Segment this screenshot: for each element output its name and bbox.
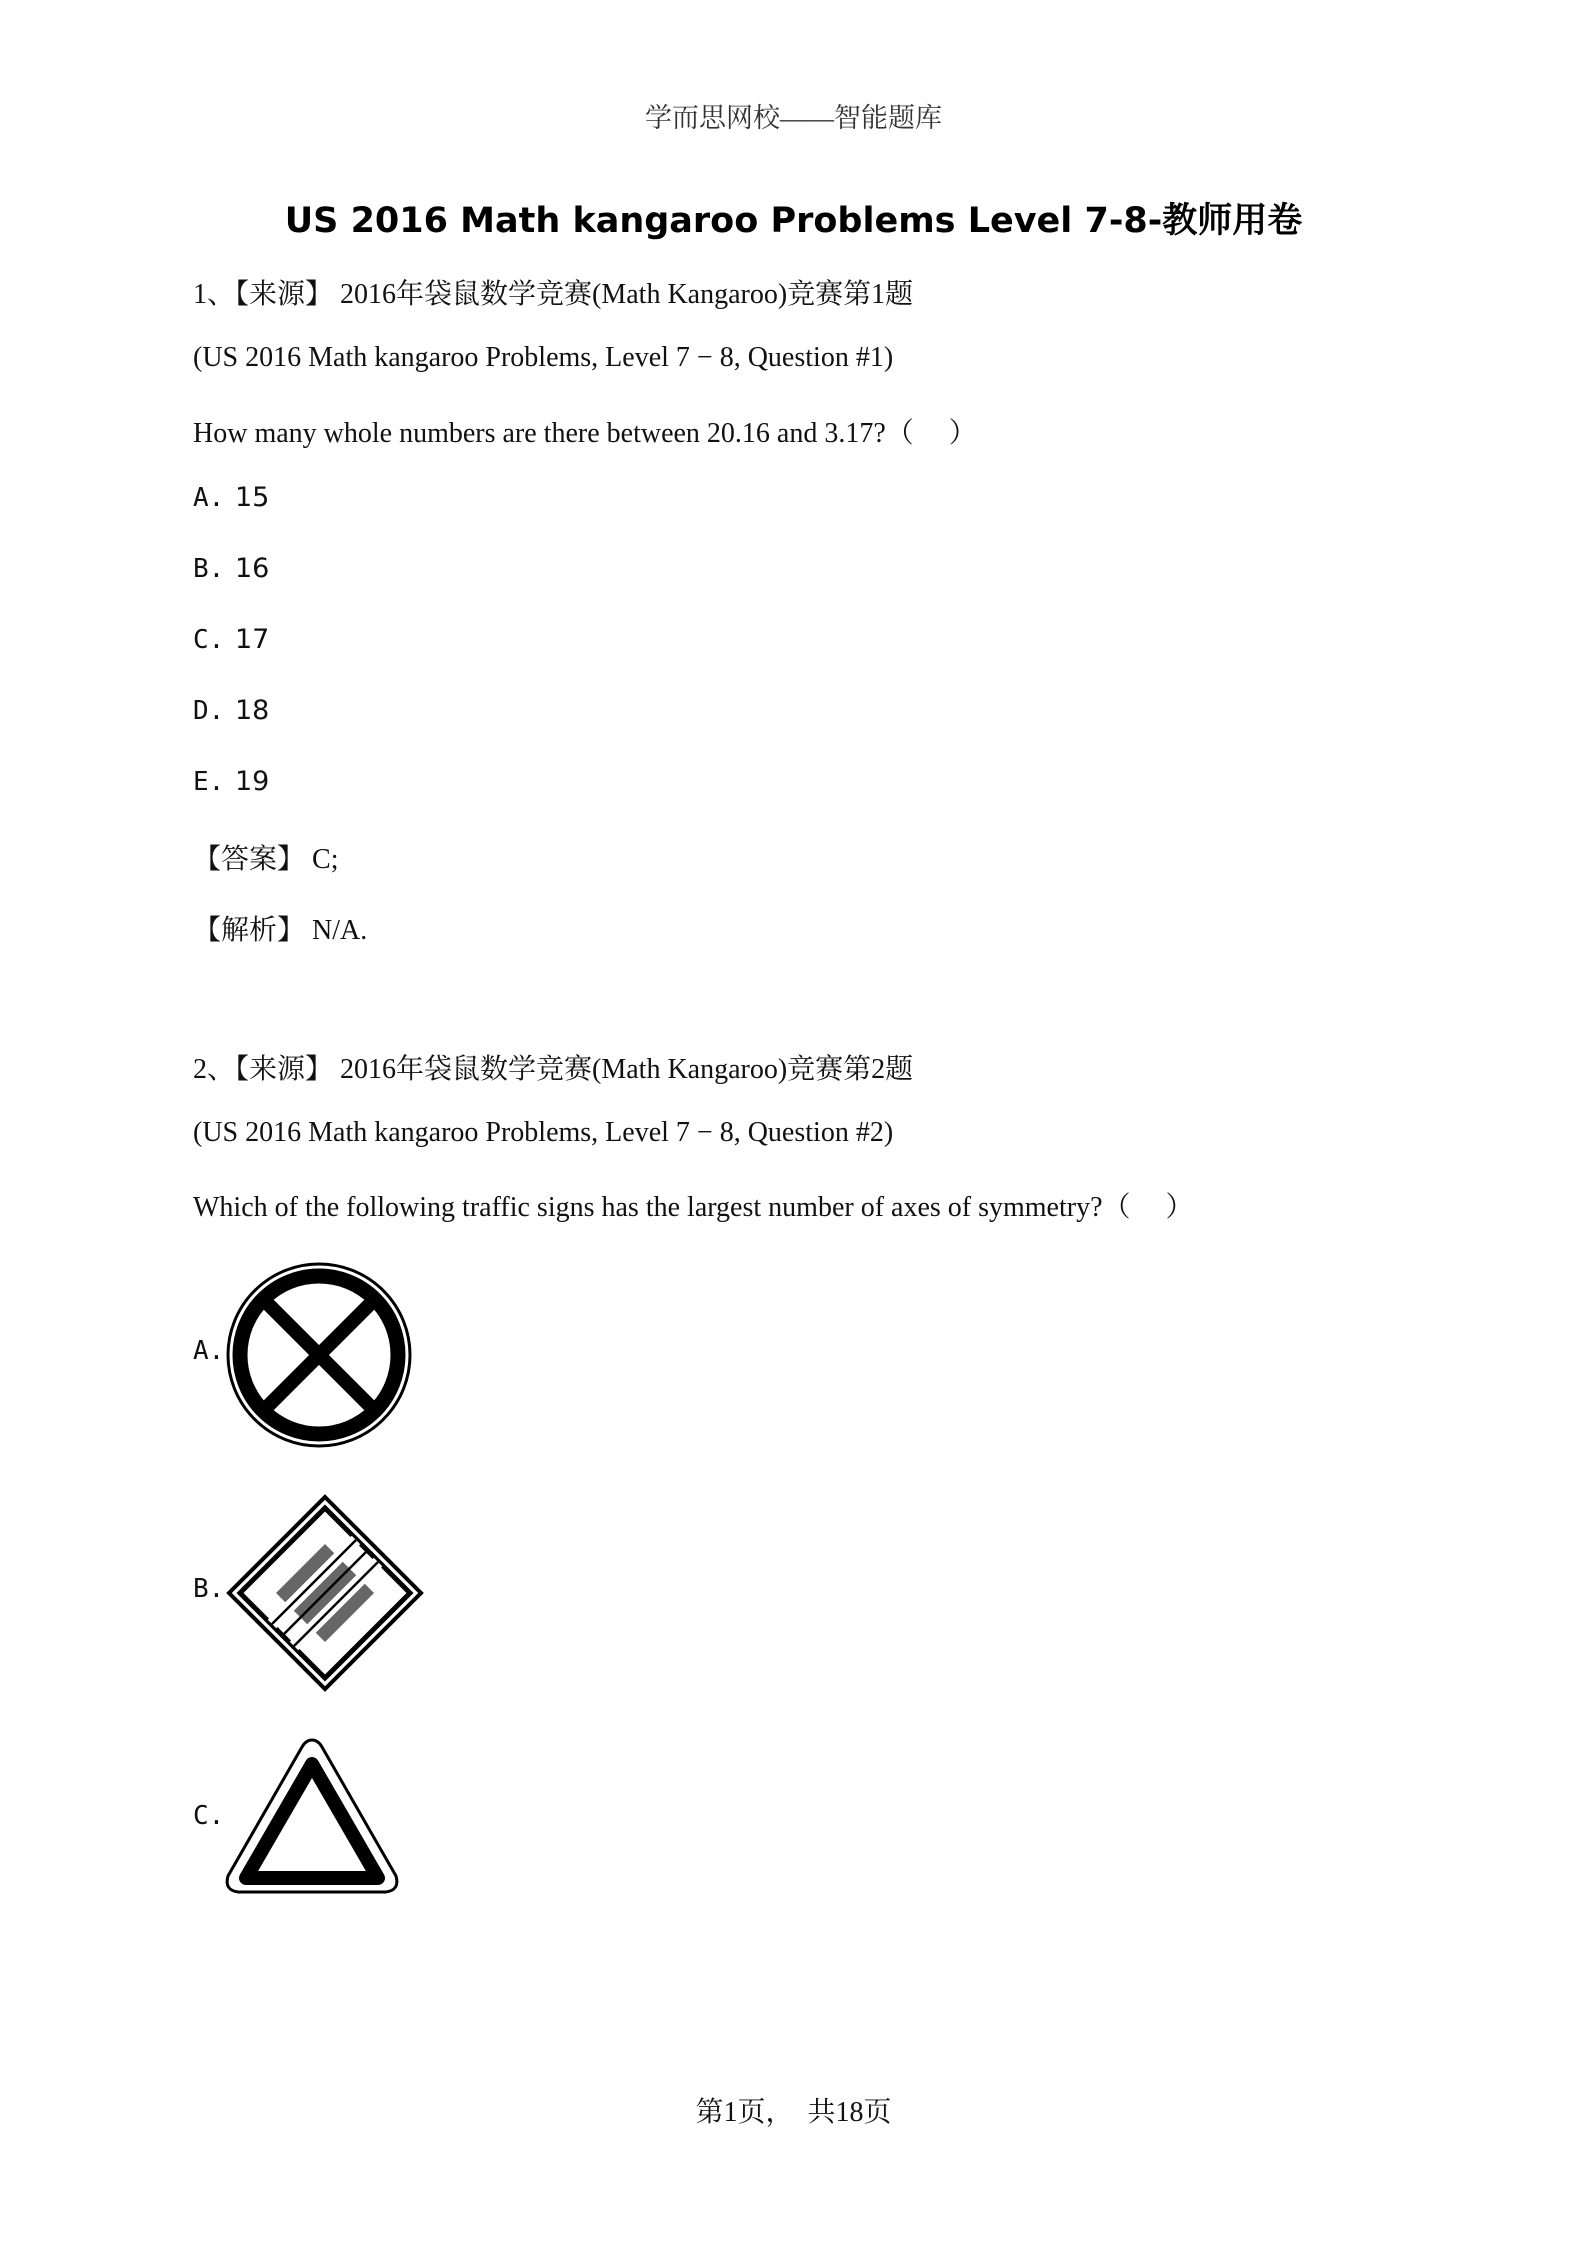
diamond-end-priority-sign-icon — [226, 1494, 424, 1692]
source-text: 2016年袋鼠数学竞赛(Math Kangaroo)竞赛第1题 — [340, 279, 914, 310]
question-1-analysis — [193, 908, 367, 948]
source-label: 【来源】 — [235, 1054, 334, 1085]
option-letter: C. — [193, 1801, 225, 1831]
page-footer: 第1页， 共18页 — [695, 2097, 892, 2128]
page-header: 学而思网校——智能题库 — [645, 103, 942, 133]
answer-value: C; — [312, 844, 339, 875]
question-1-reference: (US 2016 Math kangaroo Problems, Level 7 − 8, Question #1) — [193, 342, 894, 373]
question-1-option-d — [193, 695, 269, 727]
option-letter: E. — [193, 767, 225, 797]
answer-label: 【答案】 — [193, 844, 306, 875]
option-value: 17 — [235, 624, 270, 655]
source-label: 【来源】 — [235, 279, 334, 310]
option-value: 18 — [235, 695, 270, 726]
question-1-option-b — [193, 553, 269, 585]
option-letter: A. — [193, 1336, 225, 1366]
option-value: 16 — [235, 553, 270, 584]
source-text: 2016年袋鼠数学竞赛(Math Kangaroo)竞赛第2题 — [340, 1054, 914, 1085]
question-2-stem: Which of the following traffic signs has the largest number of axes of symmetry?（ ） — [193, 1192, 1194, 1223]
question-1-option-c — [193, 624, 269, 656]
question-number: 2、 — [193, 1054, 236, 1085]
question-1-option-a — [193, 482, 269, 514]
question-number: 1、 — [193, 279, 236, 310]
question-2-reference: (US 2016 Math kangaroo Problems, Level 7 − 8, Question #2) — [193, 1117, 894, 1148]
option-letter: C. — [193, 625, 225, 655]
circle-x-sign-icon — [222, 1260, 416, 1450]
option-letter: A. — [193, 483, 225, 513]
option-value: 15 — [235, 482, 270, 513]
question-1-answer — [193, 837, 338, 877]
question-2-source-line — [193, 1047, 913, 1087]
analysis-value: N/A. — [312, 915, 368, 946]
question-1-source-line — [193, 272, 913, 312]
option-value: 19 — [235, 766, 270, 797]
analysis-label: 【解析】 — [193, 915, 306, 946]
question-1-option-e — [193, 766, 269, 798]
question-1-stem: How many whole numbers are there between 20.16 and 3.17?（ ） — [193, 418, 977, 449]
option-letter: B. — [193, 1574, 225, 1604]
document-title: US 2016 Math kangaroo Problems Level 7-8-教师用卷 — [284, 201, 1303, 241]
triangle-sign-icon — [222, 1736, 402, 1896]
option-letter: D. — [193, 696, 225, 726]
option-letter: B. — [193, 554, 225, 584]
